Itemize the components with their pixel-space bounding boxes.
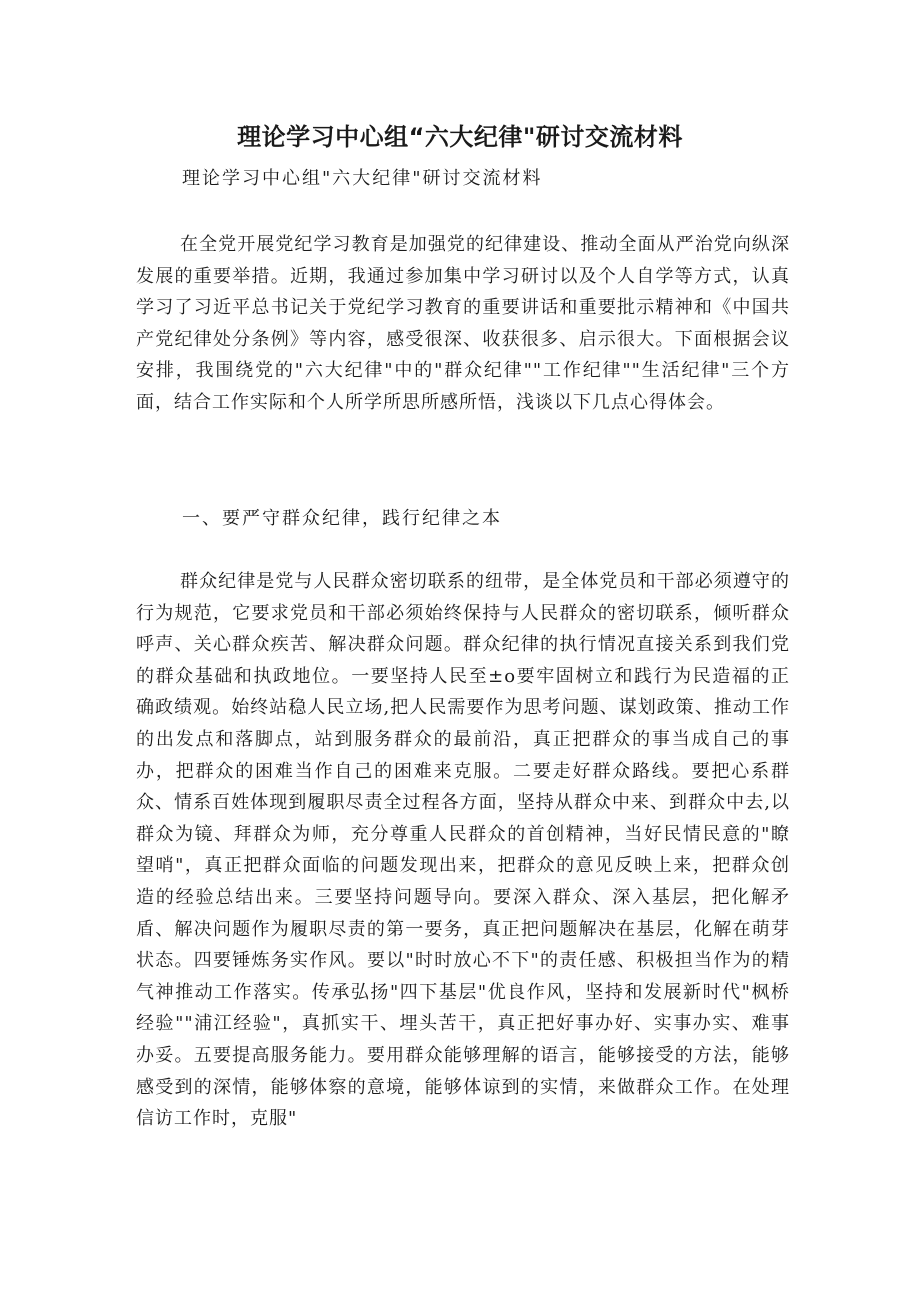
document-title: 理论学习中心组“六大纪律"研讨交流材料 bbox=[237, 123, 683, 151]
intro-paragraph: 在全党开展党纪学习教育是加强党的纪律建设、推动全面从严治党向纵深发展的重要举措。近期，我通过参加集中学习研讨以及个人自学等方式，认真学习了习近平总书记关于党纪学习教育的重要讲话和重要批示精神和《中国共产党纪律处分条例》等内容，感受很深、收获很多、启示很大。下面根据会议安排，我围绕党的"六大纪律"中的"群众纪律""工作纪律""生活纪律"三个方面，结合工作实际和个人所学所思所感所悟，浅谈以下几点心得体会。 bbox=[136, 234, 790, 413]
section-heading: 一、要严守群众纪律，践行纪律之本 bbox=[182, 508, 502, 529]
document-subtitle: 理论学习中心组"六大纪律"研讨交流材料 bbox=[182, 168, 543, 189]
section-paragraph: 群众纪律是党与人民群众密切联系的纽带，是全体党员和干部必须遵守的行为规范，它要求党员和干部必须始终保持与人民群众的密切联系，倾听群众呼声、关心群众疾苦、解决群众问题。群众纪律的执行情况直接关系到我们党的群众基础和执政地位。一要坚持人民至±o要牢固树立和践行为民造福的正确政绩观。始终站稳人民立场,把人民需要作为思考问题、谋划政策、推动工作的出发点和落脚点，站到服务群众的最前沿，真正把群众的事当成自己的事办，把群众的困难当作自己的困难来克服。二要走好群众路线。要把心系群众、情系百姓体现到履职尽责全过程各方面，坚持从群众中来、到群众中去,以群众为镜、拜群众为师，充分尊重人民群众的首创精神，当好民情民意的"瞭望哨"，真正把群众面临的问题发现出来，把群众的意见反映上来，把群众创造的经验总结出来。三要坚持问题导向。要深入群众、深入基层，把化解矛盾、解决问题作为履职尽责的第一要务，真正把问题解决在基层，化解在萌芽状态。四要锤炼务实作风。要以"时时放心不下"的责任感、积极担当作为的精气神推动工作落实。传承弘扬"四下基层"优良作风，坚持和发展新时代"枫桥经验""浦江经验"，真抓实干、埋头苦干，真正把好事办好、实事办实、难事办妥。五要提高服务能力。要用群众能够理解的语言，能够接受的方法，能够感受到的深情，能够体察的意境，能够体谅到的实情，来做群众工作。在处理信访工作时，克服" bbox=[136, 571, 790, 1130]
